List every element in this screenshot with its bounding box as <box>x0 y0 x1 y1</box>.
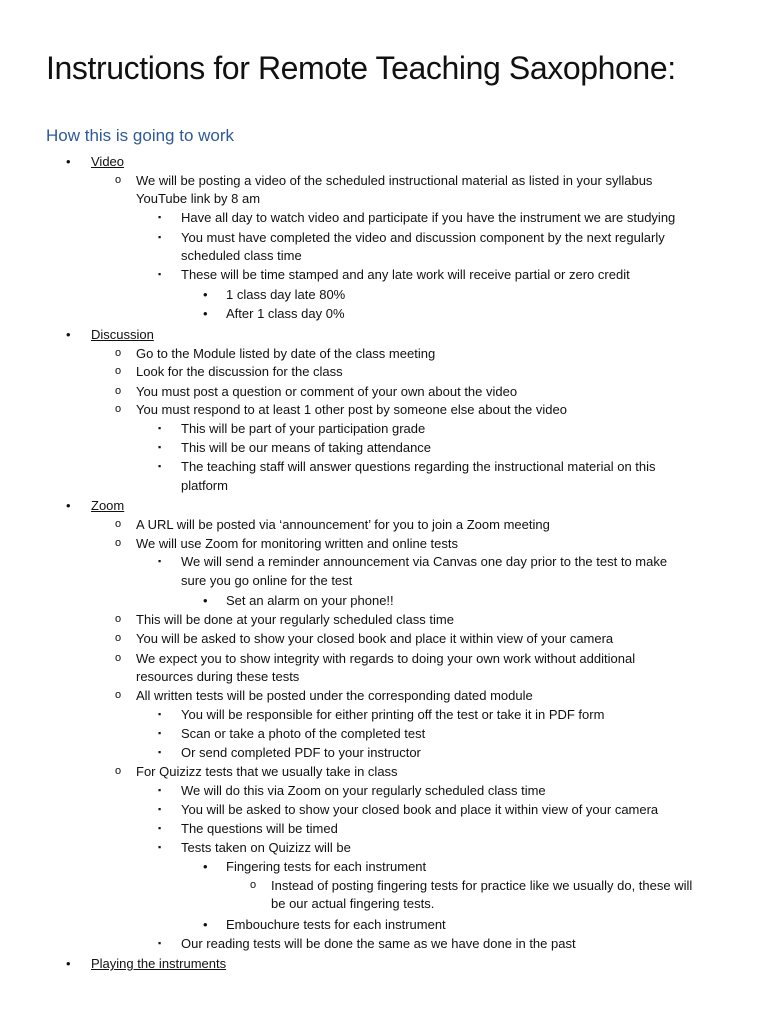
list-item-continuation <box>0 246 768 265</box>
topic-playing-the-instruments: Playing the instruments <box>91 956 227 971</box>
list-item <box>0 228 768 247</box>
list-item-continuation <box>0 189 768 208</box>
bullet-marker: o <box>115 689 122 701</box>
list-item <box>0 591 768 610</box>
list-item <box>0 649 768 668</box>
bullet-marker: • <box>203 287 208 302</box>
bullet-marker: ▪ <box>158 461 162 471</box>
list-item <box>0 819 768 838</box>
list-item <box>0 457 768 476</box>
list-item-text: This will be our means of taking attendance <box>181 440 432 455</box>
document-title: Instructions for Remote Teaching Saxophone: <box>46 50 676 86</box>
bullet-marker: • <box>66 956 71 971</box>
list-item-text: sure you go online for the test <box>181 573 353 588</box>
list-item <box>0 304 768 323</box>
list-item <box>0 362 768 381</box>
bullet-marker: o <box>115 347 122 359</box>
list-item <box>0 438 768 457</box>
list-item-text: You must post a question or comment of your own about the video <box>136 384 518 399</box>
bullet-marker: o <box>115 385 122 397</box>
bullet-marker: • <box>203 859 208 874</box>
list-item-text: Set an alarm on your phone!! <box>226 593 394 608</box>
list-item-text: scheduled class time <box>181 248 302 263</box>
list-item <box>0 419 768 438</box>
list-item-text: All written tests will be posted under the corresponding dated module <box>136 688 533 703</box>
list-item-text: Scan or take a photo of the completed test <box>181 726 426 741</box>
bullet-marker: o <box>115 652 122 664</box>
list-item-text: We expect you to show integrity with regards to doing your own work without additional <box>136 651 636 666</box>
bullet-marker: o <box>115 632 122 644</box>
bullet-marker: ▪ <box>158 785 162 795</box>
bullet-marker: ▪ <box>158 442 162 452</box>
list-item <box>0 724 768 743</box>
list-item-text: Or send completed PDF to your instructor <box>181 745 421 760</box>
list-item-text: We will do this via Zoom on your regularly scheduled class time <box>181 783 546 798</box>
list-item <box>0 400 768 419</box>
bullet-marker: o <box>115 537 122 549</box>
list-item <box>0 915 768 934</box>
bullet-marker: ▪ <box>158 728 162 738</box>
list-item-text: You must have completed the video and discussion component by the next regularly <box>181 230 665 245</box>
list-item <box>0 610 768 629</box>
bullet-marker: ▪ <box>158 269 162 279</box>
list-item <box>0 534 768 553</box>
list-item-text: Go to the Module listed by date of the class meeting <box>136 346 436 361</box>
bullet-marker: o <box>115 365 122 377</box>
bullet-marker: • <box>203 306 208 321</box>
list-item-text: You will be asked to show your closed book and place it within view of your camera <box>181 802 659 817</box>
bullet-marker: ▪ <box>158 232 162 242</box>
list-item-text: Instead of posting fingering tests for practice like we usually do, these will <box>271 878 693 893</box>
bullet-marker: • <box>66 327 71 342</box>
bullet-marker: • <box>203 917 208 932</box>
list-item <box>0 496 768 515</box>
list-item <box>0 552 768 571</box>
list-item-text: This will be part of your participation grade <box>181 421 426 436</box>
bullet-marker: ▪ <box>158 709 162 719</box>
list-item-text: Our reading tests will be done the same as we have done in the past <box>181 936 576 951</box>
list-item <box>0 208 768 227</box>
bullet-marker: ▪ <box>158 556 162 566</box>
list-item <box>0 171 768 190</box>
list-item <box>0 934 768 953</box>
bullet-marker: ▪ <box>158 747 162 757</box>
list-item <box>0 838 768 857</box>
list-item-text: A URL will be posted via ‘announcement’ for you to join a Zoom meeting <box>136 517 550 532</box>
list-item-text: Embouchure tests for each instrument <box>226 917 446 932</box>
bullet-marker: ▪ <box>158 423 162 433</box>
list-item <box>0 686 768 705</box>
bullet-marker: • <box>203 593 208 608</box>
list-item-text: Tests taken on Quizizz will be <box>181 840 351 855</box>
list-item <box>0 629 768 648</box>
list-item <box>0 515 768 534</box>
list-item <box>0 325 768 344</box>
list-item-text: You will be responsible for either printing off the test or take it in PDF form <box>181 707 605 722</box>
bullet-marker: • <box>66 154 71 169</box>
list-item-text: For Quizizz tests that we usually take in class <box>136 764 398 779</box>
list-item-text: These will be time stamped and any late work will receive partial or zero credit <box>181 267 630 282</box>
list-item <box>0 285 768 304</box>
list-item-text: resources during these tests <box>136 669 300 684</box>
list-item <box>0 344 768 363</box>
bullet-marker: o <box>115 403 122 415</box>
list-item-text: The teaching staff will answer questions regarding the instructional material on this <box>181 459 656 474</box>
list-item-text: We will be posting a video of the scheduled instructional material as listed in your syllabus <box>136 173 653 188</box>
list-item-text: Fingering tests for each instrument <box>226 859 427 874</box>
list-item-text: Have all day to watch video and participate if you have the instrument we are studying <box>181 210 676 225</box>
list-item <box>0 876 768 895</box>
bullet-marker: ▪ <box>158 212 162 222</box>
list-item-text: YouTube link by 8 am <box>136 191 261 206</box>
list-item-continuation <box>0 894 768 913</box>
topic-zoom: Zoom <box>91 498 125 513</box>
list-item-continuation <box>0 667 768 686</box>
bullet-marker: ▪ <box>158 804 162 814</box>
list-item-text: platform <box>181 478 228 493</box>
bullet-marker: o <box>115 765 122 777</box>
list-item <box>0 762 768 781</box>
bullet-marker: ▪ <box>158 842 162 852</box>
list-item-text: Look for the discussion for the class <box>136 364 343 379</box>
topic-discussion: Discussion <box>91 327 154 342</box>
list-item <box>0 265 768 284</box>
list-item <box>0 781 768 800</box>
list-item <box>0 857 768 876</box>
list-item-text: be our actual fingering tests. <box>271 896 435 911</box>
list-item-text: We will use Zoom for monitoring written and online tests <box>136 536 459 551</box>
list-item-continuation <box>0 476 768 495</box>
list-item <box>0 705 768 724</box>
list-item <box>0 743 768 762</box>
bullet-marker: o <box>250 879 257 891</box>
bullet-marker: • <box>66 498 71 513</box>
list-item <box>0 152 768 171</box>
bullet-marker: ▪ <box>158 823 162 833</box>
bullet-marker: o <box>115 613 122 625</box>
section-heading: How this is going to work <box>46 126 235 145</box>
list-item <box>0 954 768 973</box>
list-item-continuation <box>0 571 768 590</box>
bullet-marker: o <box>115 174 122 186</box>
list-item-text: This will be done at your regularly scheduled class time <box>136 612 454 627</box>
list-item-text: The questions will be timed <box>181 821 338 836</box>
topic-video: Video <box>91 154 125 169</box>
list-item-text: 1 class day late 80% <box>226 287 346 302</box>
list-item-text: You will be asked to show your closed book and place it within view of your camera <box>136 631 614 646</box>
list-item-text: You must respond to at least 1 other post by someone else about the video <box>136 402 567 417</box>
list-item <box>0 800 768 819</box>
list-item-text: We will send a reminder announcement via Canvas one day prior to the test to make <box>181 554 668 569</box>
bullet-marker: o <box>115 518 122 530</box>
list-item-text: After 1 class day 0% <box>226 306 345 321</box>
list-item <box>0 382 768 401</box>
bullet-marker: ▪ <box>158 938 162 948</box>
